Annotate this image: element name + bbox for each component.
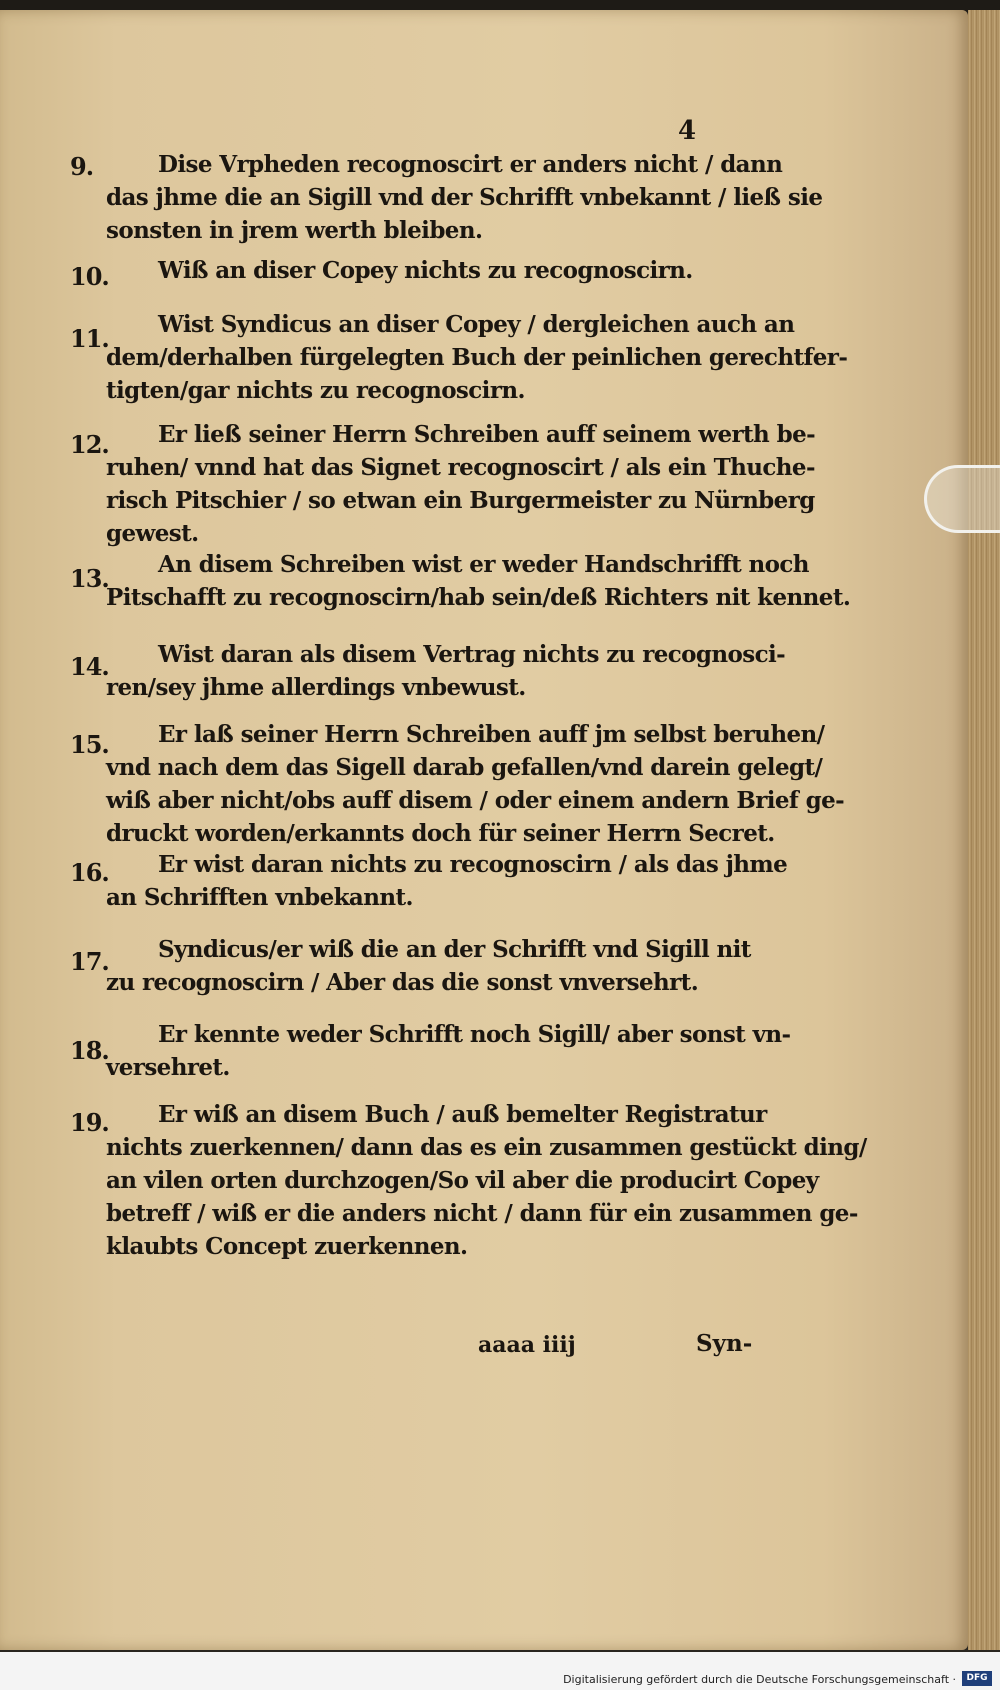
entry-number: 16.: [70, 858, 109, 887]
text-line: gewest.: [106, 520, 199, 547]
text-line: Wist daran als disem Vertrag nichts zu recognosci-: [158, 641, 786, 668]
text-line: druckt worden/erkannts doch für seiner Herrn Secret.: [106, 820, 775, 847]
text-line: vnd nach dem das Sigell darab gefallen/vnd darein gelegt/: [106, 754, 823, 781]
entry-text: [106, 308, 848, 407]
text-line: dem/derhalben fürgelegten Buch der peinlichen gerechtfer-: [106, 344, 848, 371]
entry-text: [106, 418, 816, 550]
entry-number: 18.: [70, 1036, 109, 1065]
entry-number: 9.: [70, 152, 94, 181]
text-line: sonsten in jrem werth bleiben.: [106, 217, 483, 244]
text-line: Er wist daran nichts zu recognoscirn / als das jhme: [158, 851, 788, 878]
text-line: klaubts Concept zuerkennen.: [106, 1233, 468, 1260]
entry-number: 17.: [70, 947, 109, 976]
entry-text: [106, 254, 746, 287]
text-line: betreff / wiß er die anders nicht / dann für ein zusammen ge-: [106, 1200, 858, 1227]
entry-number: 12.: [70, 430, 109, 459]
text-line: Wist Syndicus an diser Copey / dergleichen auch an: [158, 311, 795, 338]
entry-text: [106, 848, 788, 914]
text-line: Dise Vrpheden recognoscirt er anders nicht / dann: [158, 151, 783, 178]
entry-text: [106, 1018, 791, 1084]
entry-text: [106, 148, 823, 247]
entry-text: [106, 548, 851, 614]
text-line: Er ließ seiner Herrn Schreiben auff seinem werth be-: [158, 421, 816, 448]
text-line: Er wiß an disem Buch / auß bemelter Registratur: [158, 1101, 767, 1128]
entry-text: [106, 933, 751, 999]
text-line: zu recognoscirn / Aber das die sonst vnversehrt.: [106, 969, 699, 996]
entry-text: [106, 638, 786, 704]
entry-text: [106, 718, 845, 850]
text-line: Syndicus/er wiß die an der Schrifft vnd Sigill nit: [158, 936, 751, 963]
text-line: Pitschafft zu recognoscirn/hab sein/deß Richters nit kennet.: [106, 584, 851, 611]
text-line: versehret.: [106, 1054, 230, 1081]
entry-number: 19.: [70, 1108, 109, 1137]
dfg-logo: DFG: [962, 1671, 992, 1686]
entry-number: 14.: [70, 652, 109, 681]
folio-number: 4: [678, 116, 697, 146]
entry-text: [106, 1098, 867, 1263]
entry-number: 15.: [70, 730, 109, 759]
text-line: nichts zuerkennen/ dann das es ein zusammen gestückt ding/: [106, 1134, 867, 1161]
entry-number: 10.: [70, 262, 109, 291]
text-line: ruhen/ vnnd hat das Signet recognoscirt / als ein Thuche-: [106, 454, 815, 481]
digitization-credit: Digitalisierung gefördert durch die Deutsche Forschungsgemeinschaft ·: [563, 1673, 956, 1686]
text-line: Wiß an diser Copey nichts zu recognoscirn.: [158, 257, 693, 284]
page-edges: [968, 10, 1000, 1650]
page-tab-marker: [924, 465, 1000, 533]
text-line: das jhme die an Sigill vnd der Schrifft vnbekannt / ließ sie: [106, 184, 823, 211]
entry-number: 13.: [70, 564, 109, 593]
text-line: an Schrifften vnbekannt.: [106, 884, 413, 911]
text-line: risch Pitschier / so etwan ein Burgermeister zu Nürnberg: [106, 487, 815, 514]
signature-mark: aaaa iiij: [478, 1332, 576, 1358]
entry-number: 11.: [70, 324, 109, 353]
text-line: Er kennte weder Schrifft noch Sigill/ aber sonst vn-: [158, 1021, 791, 1048]
text-line: ren/sey jhme allerdings vnbewust.: [106, 674, 526, 701]
text-line: Er laß seiner Herrn Schreiben auff jm selbst beruhen/: [158, 721, 825, 748]
text-line: tigten/gar nichts zu recognoscirn.: [106, 377, 525, 404]
catchword: Syn-: [696, 1330, 753, 1357]
text-line: An disem Schreiben wist er weder Handschrifft noch: [158, 551, 809, 578]
text-line: an vilen orten durchzogen/So vil aber die producirt Copey: [106, 1167, 819, 1194]
text-line: wiß aber nicht/obs auff disem / oder einem andern Brief ge-: [106, 787, 845, 814]
